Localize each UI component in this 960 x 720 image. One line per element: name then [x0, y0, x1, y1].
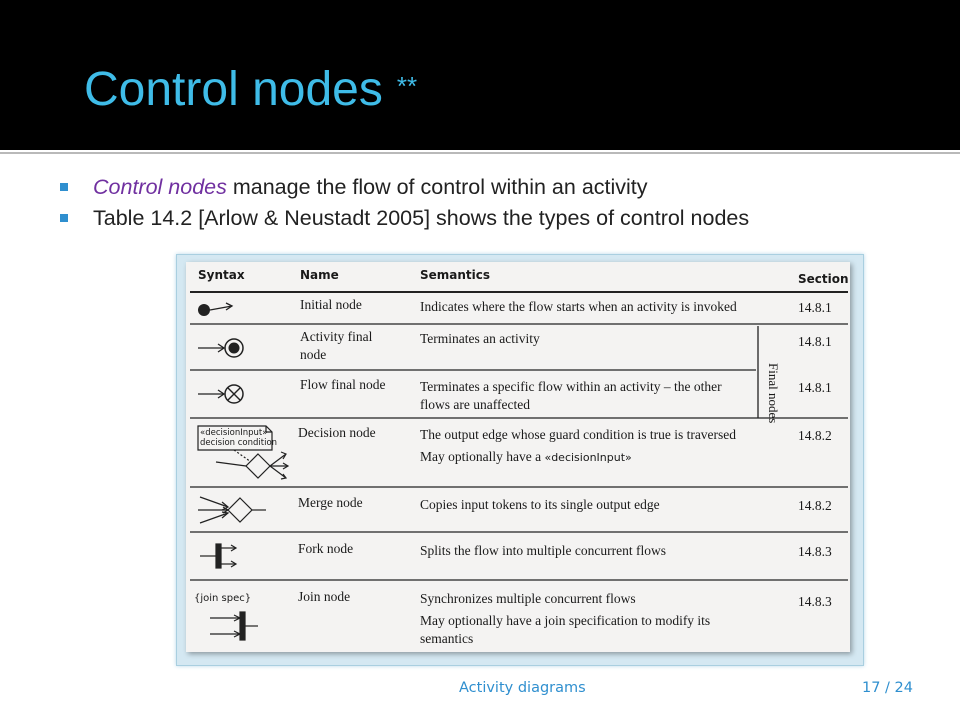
footer-topic: Activity diagrams [459, 680, 586, 696]
row-decision-semantics-2 [420, 448, 632, 467]
final-nodes-label: Final nodes [766, 363, 781, 424]
row-activity-final-name: Activity final node [300, 329, 373, 362]
control-nodes-table [186, 262, 850, 652]
row-merge-section: 14.8.2 [798, 498, 832, 513]
decision-input-label: «decisionInput» [200, 428, 268, 438]
row-flow-final-semantics: Terminates a specific flow within an activity – the other flows are unaffected [420, 379, 722, 412]
row-decision-name: Decision node [298, 425, 376, 440]
row-activity-final-semantics: Terminates an activity [420, 331, 540, 346]
row-join-name: Join node [298, 589, 351, 604]
bullet-emphasis: Control nodes [93, 175, 227, 199]
join-node-icon [210, 612, 258, 640]
row-fork-semantics: Splits the flow into multiple concurrent flows [420, 543, 666, 558]
bullet-list [60, 172, 749, 234]
header-syntax: Syntax [198, 268, 245, 282]
row-activity-final-section: 14.8.1 [798, 334, 832, 349]
flow-final-node-icon [198, 385, 243, 403]
slide-title-text: Control nodes [84, 63, 383, 116]
header-semantics: Semantics [420, 268, 491, 282]
decision-semantics-keyword: «decisionInput» [544, 451, 632, 464]
bullet-square-icon [60, 214, 68, 222]
decision-semantics-prefix: May optionally have a [420, 449, 545, 464]
row-join-section: 14.8.3 [798, 594, 832, 609]
row-flow-final-section: 14.8.1 [798, 380, 832, 395]
row-decision-section: 14.8.2 [798, 428, 832, 443]
decision-condition-label: decision condition [200, 438, 278, 448]
row-initial-semantics: Indicates where the flow starts when an activity is invoked [420, 299, 737, 314]
row-merge-name: Merge node [298, 495, 363, 510]
title-stars: ** [396, 71, 418, 101]
bullet-text: manage the flow of control within an activity [226, 175, 648, 199]
row-merge-semantics: Copies input tokens to its single output edge [420, 497, 660, 512]
activity-final-node-icon [198, 339, 243, 357]
merge-node-icon [198, 497, 266, 523]
initial-node-icon [198, 303, 232, 316]
row-fork-name: Fork node [298, 541, 354, 556]
title-divider [0, 152, 960, 154]
bullet-item [60, 203, 749, 234]
row-join-semantics: Synchronizes multiple concurrent flows [420, 591, 636, 606]
title-bar [0, 0, 960, 150]
row-initial-name: Initial node [300, 297, 362, 312]
row-join-semantics-2: May optionally have a join specification to modify its semantics [420, 613, 711, 646]
header-name: Name [300, 268, 339, 282]
header-section: Section [798, 272, 849, 286]
row-fork-section: 14.8.3 [798, 544, 832, 559]
join-spec-label: {join spec} [194, 593, 252, 604]
row-decision-semantics: The output edge whose guard condition is true is traversed [420, 427, 737, 442]
footer-page-number: 17 / 24 [862, 680, 914, 696]
fork-node-icon [200, 544, 236, 568]
row-flow-final-name: Flow final node [300, 377, 386, 392]
bullet-square-icon [60, 183, 68, 191]
slide-title [84, 62, 417, 117]
bullet-item [60, 172, 749, 203]
row-initial-section: 14.8.1 [798, 300, 832, 315]
bullet-text: Table 14.2 [Arlow & Neustadt 2005] shows the types of control nodes [93, 206, 750, 230]
